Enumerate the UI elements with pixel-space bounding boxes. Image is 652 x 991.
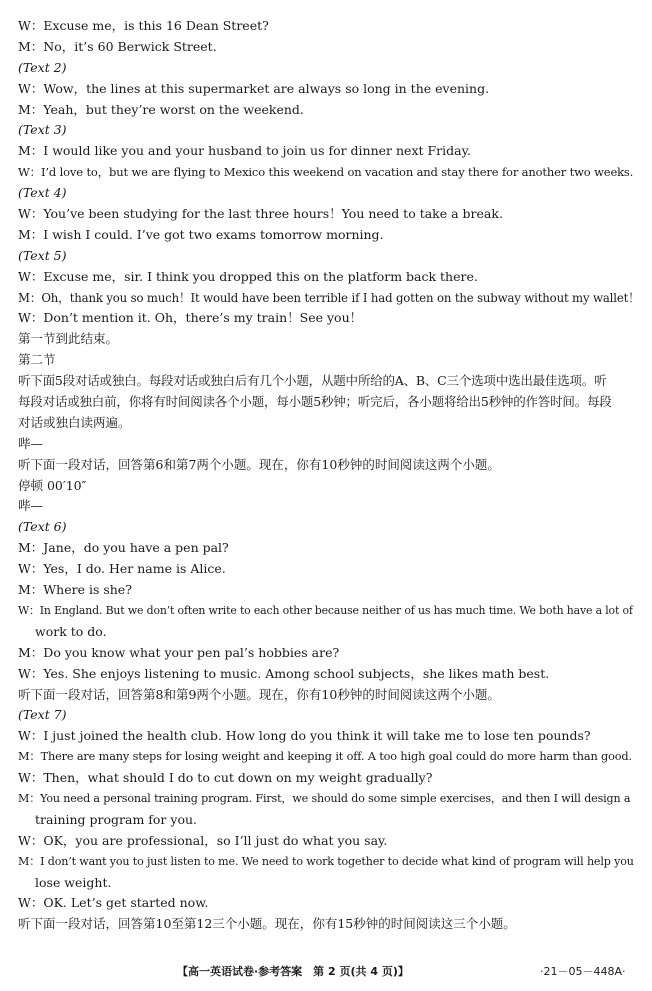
- dialogue-line: W：Excuse me，sir. I think you dropped this on the platform back there.: [18, 268, 478, 284]
- dialogue-line: W：Don’t mention it. Oh，there’s my train！See you！: [18, 310, 363, 326]
- dialogue-line: M：Where is she?: [18, 582, 132, 598]
- text-marker: (Text 7): [18, 707, 67, 723]
- dialogue-line: M：Oh，thank you so much！It would have been terrible if I had gotten on the subway without my wallet！: [18, 290, 640, 305]
- dialogue-line: W：OK. Let’s get started now.: [18, 895, 209, 911]
- dialogue-line: W：Yes. She enjoys listening to music. Among school subjects，she likes math best.: [18, 665, 550, 681]
- dialogue-line: M：You need a personal training program. First，we should do some simple exercises，and then I will design a: [18, 791, 631, 805]
- dialogue-line: W：Then，what should I do to cut down on my weight gradually?: [18, 770, 433, 786]
- instruction-line: 每段对话或独白前，你将有时间阅读各个小题，每小题5秒钟；听完后，各小题将给出5秒钟的作答时间。每段: [18, 394, 612, 410]
- dialogue-line: W：You’ve been studying for the last three hours！You need to take a break.: [18, 206, 503, 222]
- dialogue-line: W：In England. But we don’t often write to each other because neither of us has much time. We both have a lot of: [18, 603, 633, 617]
- text-marker: (Text 3): [18, 122, 67, 138]
- dialogue-line: M：No，it’s 60 Berwick Street.: [18, 38, 217, 54]
- section-heading: 第二节: [18, 352, 56, 368]
- footer-code: ·21－05－448A·: [540, 965, 626, 978]
- instruction-line: 听下面5段对话或独白。每段对话或独白后有几个小题，从题中所给的A、B、C三个选项中选出最佳选项。听: [18, 373, 607, 389]
- dialogue-line-continued: lose weight.: [35, 874, 112, 890]
- instruction-line: 听下面一段对话，回答第8和第9两个小题。现在，你有10秒钟的时间阅读这两个小题。: [18, 686, 500, 702]
- dialogue-line: W：Wow，the lines at this supermarket are always so long in the evening.: [18, 80, 490, 96]
- dialogue-line: W：I just joined the health club. How long do you think it will take me to lose ten pounds?: [18, 728, 591, 744]
- instruction-line: 对话或独白读两遍。: [18, 414, 131, 430]
- dialogue-line: M：I wish I could. I’ve got two exams tomorrow morning.: [18, 226, 384, 242]
- dialogue-line: M：Yeah，but they’re worst on the weekend.: [18, 101, 304, 117]
- dialogue-line: W：I’d love to，but we are flying to Mexico this weekend on vacation and stay there for another two weeks.: [18, 165, 634, 180]
- dialogue-line: M：Do you know what your pen pal’s hobbies are?: [18, 644, 340, 660]
- text-marker: (Text 6): [18, 519, 67, 535]
- pause-marker: 停顿 00′10″: [18, 477, 87, 493]
- dialogue-line: M：There are many steps for losing weight and keeping it off. A too high goal could do more harm than good.: [18, 750, 632, 764]
- text-marker: (Text 2): [18, 59, 67, 75]
- dialogue-line: W：Yes，I do. Her name is Alice.: [18, 561, 226, 577]
- text-marker: (Text 5): [18, 247, 67, 263]
- document-body: [18, 16, 640, 935]
- dialogue-line: M：I would like you and your husband to join us for dinner next Friday.: [18, 143, 471, 159]
- dialogue-line: M：I don’t want you to just listen to me. We need to work together to decide what kind of program will help you: [18, 854, 634, 868]
- instruction-line: 听下面一段对话，回答第6和第7两个小题。现在，你有10秒钟的时间阅读这两个小题。: [18, 456, 500, 472]
- instruction-line: 第一节到此结束。: [18, 331, 119, 347]
- dialogue-line-continued: training program for you.: [35, 811, 197, 827]
- instruction-line: 听下面一段对话，回答第10至第12三个小题。现在，你有15秒钟的时间阅读这三个小题。: [18, 916, 516, 932]
- beep-marker: 哔—: [18, 498, 44, 514]
- footer-page-info: 【高一英语试卷·参考答案 第 2 页(共 4 页)】: [177, 965, 409, 978]
- dialogue-line-continued: work to do.: [35, 623, 107, 639]
- text-marker: (Text 4): [18, 185, 67, 201]
- page-footer: [0, 962, 652, 982]
- dialogue-line: W：OK，you are professional，so I’ll just do what you say.: [18, 832, 388, 848]
- beep-marker: 哔—: [18, 435, 44, 451]
- dialogue-line: M：Jane，do you have a pen pal?: [18, 540, 229, 556]
- dialogue-line: W：Excuse me，is this 16 Dean Street?: [18, 18, 269, 33]
